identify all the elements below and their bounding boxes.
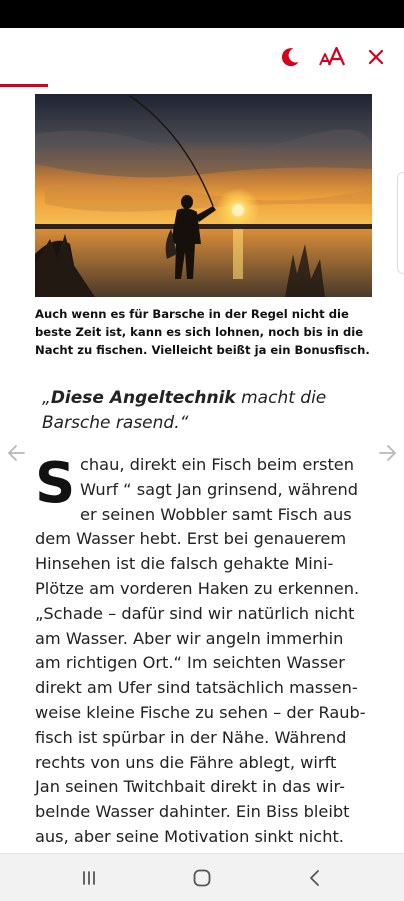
article-photo xyxy=(35,94,372,297)
article-body xyxy=(35,453,372,850)
close-icon[interactable] xyxy=(364,44,388,70)
body-line: rechts von uns die Fähre ablegt, wirft xyxy=(35,752,337,772)
body-line: „Schade – dafür sind wir natürlich nicht xyxy=(35,603,355,623)
body-line: am richtigen Ort.“ Im seichten Wasser xyxy=(35,653,345,673)
body-line: Wurf “ sagt Jan grinsend, während xyxy=(80,479,359,499)
body-line: dem Wasser hebt. Erst bei genauerem xyxy=(35,529,347,549)
body-line: direkt am Ufer sind tatsächlich massen- xyxy=(35,678,358,698)
pull-quote-rest: macht die Barsche rasend. xyxy=(42,388,327,433)
night-mode-moon-icon[interactable] xyxy=(278,44,302,70)
pull-quote xyxy=(42,386,372,436)
home-icon[interactable] xyxy=(190,866,214,890)
image-caption: Auch wenn es für Barsche in der Regel nicht die beste Zeit ist, kann es sich lohnen, noch bis in die Nacht zu fischen. Vielleicht beißt ja ein Bonusfisch. xyxy=(35,307,370,357)
side-drawer-handle[interactable] xyxy=(397,172,404,274)
reading-progress-fill xyxy=(0,84,48,87)
body-line: am Wasser. Aber wir angeln immerhin xyxy=(35,628,344,648)
body-line: belnde Wasser dahinter. Ein Biss bleibt xyxy=(35,802,350,822)
body-line: fisch ist spürbar in der Nähe. Während xyxy=(35,727,347,747)
text-size-glyph xyxy=(318,45,348,69)
body-line: Jan seinen Twitchbait direkt in das wir- xyxy=(35,777,346,797)
back-icon[interactable] xyxy=(303,866,327,890)
pull-quote-close-mark: “ xyxy=(179,413,189,433)
body-line: chau, direkt ein Fisch beim ersten xyxy=(80,455,355,474)
body-line: Plötze am vorderen Haken zu erkennen. xyxy=(35,578,360,598)
body-line: er seinen Wobbler samt Fisch aus xyxy=(80,504,352,524)
body-line: Hinsehen ist die falsch gehakte Mini- xyxy=(35,554,334,574)
arrow-left-icon[interactable] xyxy=(7,441,27,465)
system-navigation-bar xyxy=(0,853,404,901)
status-bar xyxy=(0,0,404,28)
body-line: aus, aber seine Motivation sinkt nicht. xyxy=(35,826,344,846)
reader-toolbar xyxy=(0,28,404,84)
recent-apps-icon[interactable] xyxy=(77,866,101,890)
pull-quote-bold: Diese Angeltechnik xyxy=(50,388,236,408)
drop-cap: S xyxy=(35,451,76,516)
text-size-icon[interactable] xyxy=(318,44,348,70)
sunset-angler-illustration xyxy=(35,94,372,297)
pull-quote-open-mark: „ xyxy=(42,388,51,408)
reading-progress-track xyxy=(0,84,404,87)
arrow-right-icon[interactable] xyxy=(377,441,397,465)
body-line: weise kleine Fische zu sehen – der Raub- xyxy=(35,702,366,722)
